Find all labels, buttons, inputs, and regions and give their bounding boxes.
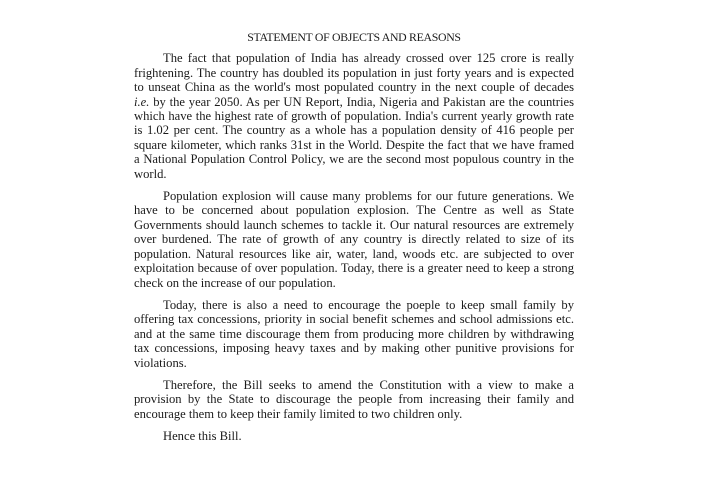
paragraph-1 [134,51,574,181]
paragraph-3: Today, there is also a need to encourage the poeple to keep small family by offering tax concessions, priority in social benefit schemes and school admissions etc. and at the same time discourage them from producing more children by withdrawing tax concessions, imposing heavy taxes and by making other punitive provisions for violations. [134,297,574,370]
document-title: STATEMENT OF OBJECTS AND REASONS [247,30,461,44]
document-page [134,30,574,452]
paragraph-2: Population explosion will cause many problems for our future generations. We have to be concerned about population explosion. The Centre as well as State Governments should launch schemes to tackle it. Our natural resources are extremely over burdened. The rate of growth of any country is directly related to size of its population. Natural resources like air, water, land, woods etc. are subjected to over exploitation because of over population. Today, there is a greater need to keep a strong check on the increase of our population. [134,189,574,290]
paragraph-1-text-b: by the year 2050. As per UN Report, India, Nigeria and Pakistan are the countries which have the highest rate of growth of population. India's current yearly growth rate is 1.02 per cent. The country as a whole has a population density of 416 people per square kilometer, which ranks 31st in the World. Despite the fact that we have framed a National Population Control Policy, we are the second most populous country in the world. [134,94,574,181]
paragraph-4: Therefore, the Bill seeks to amend the Constitution with a view to make a provision by the State to discourage the people from increasing their family and encourage them to keep their family limited to two children only. [134,377,574,421]
paragraph-5: Hence this Bill. [163,429,242,444]
paragraph-1-text-a: The fact that population of India has already crossed over 125 crore is really frightening. The country has doubled its population in just forty years and is expected to unseat China as the world's most populated country in the next couple of decades [134,51,574,95]
paragraph-1-italic: i.e. [134,94,150,109]
